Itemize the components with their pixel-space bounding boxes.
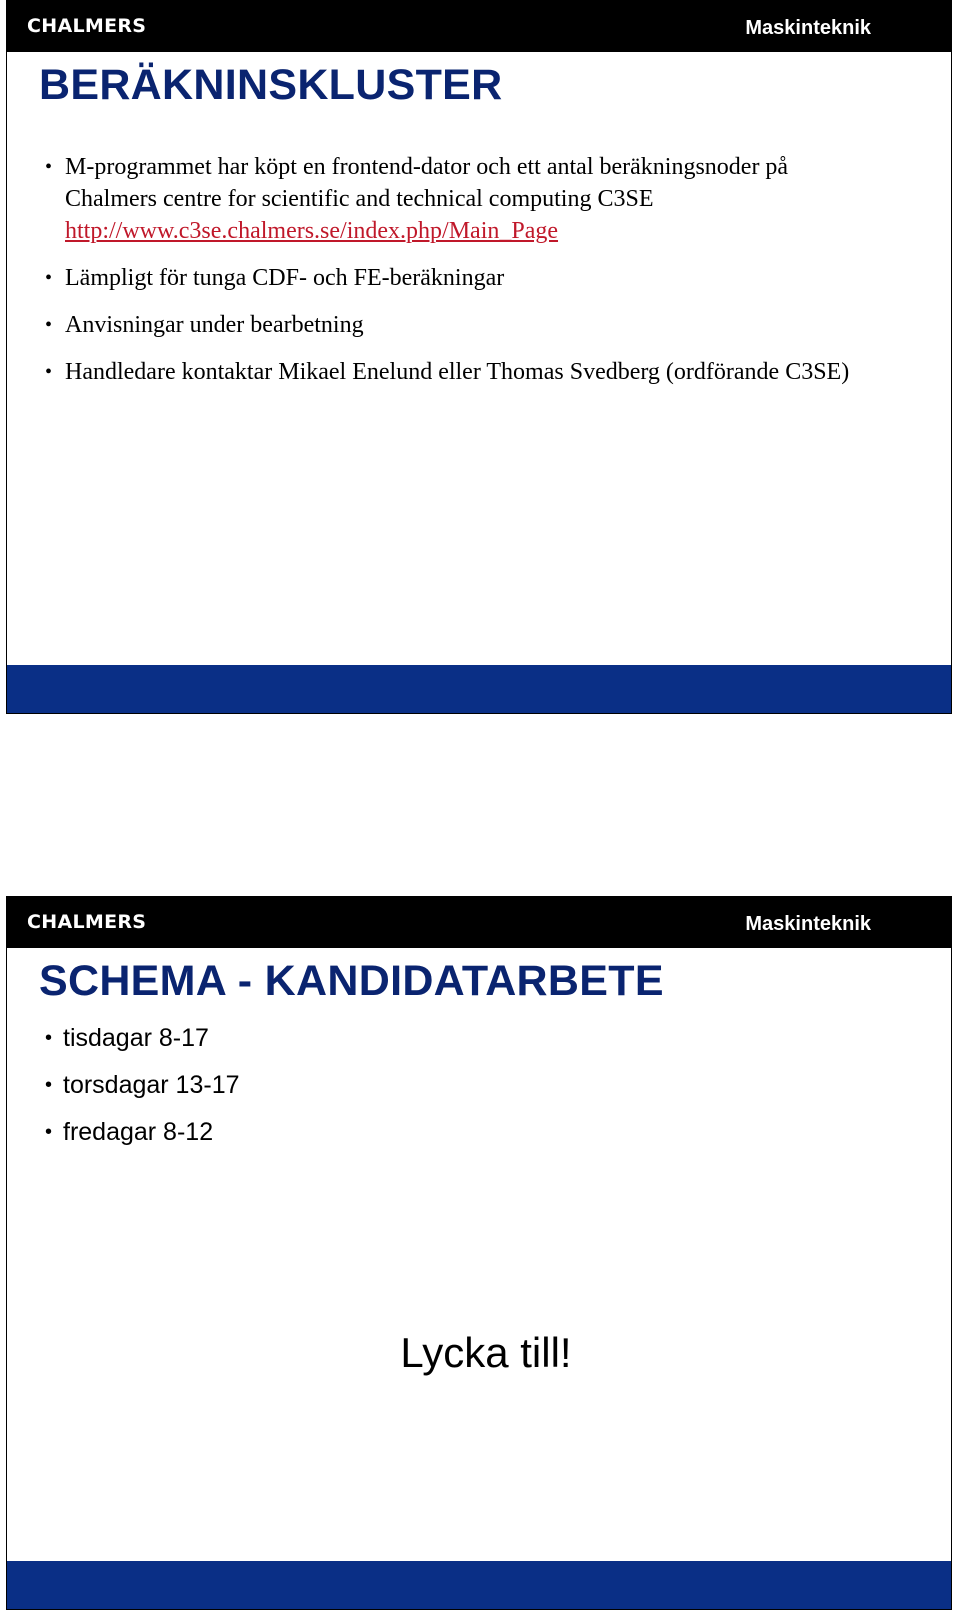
bullet-icon: • xyxy=(45,156,53,178)
bullet-item xyxy=(45,262,941,294)
slide-berakningskluster xyxy=(6,0,952,714)
closing-message: Lycka till! xyxy=(400,1329,572,1376)
bullet-icon: • xyxy=(45,1027,53,1049)
brand-logo: CHALMERS xyxy=(27,911,147,933)
bullet-icon: • xyxy=(45,267,53,289)
brand-logo: CHALMERS xyxy=(27,15,147,37)
bullet-text: fredagar 8-12 xyxy=(63,1118,214,1146)
department-label: Maskinteknik xyxy=(745,913,871,935)
department-label: Maskinteknik xyxy=(745,17,871,39)
bullet-text: Lämpligt för tunga CDF- och FE-beräkningar xyxy=(65,265,505,291)
bullet-list xyxy=(45,1023,941,1164)
slide-title: SCHEMA - KANDIDATARBETE xyxy=(39,957,664,1005)
bullet-text: tisdagar 8-17 xyxy=(63,1024,209,1052)
bullet-item xyxy=(45,356,941,388)
bullet-icon: • xyxy=(45,361,53,383)
bullet-item xyxy=(45,151,941,247)
bullet-text: M-programmet har köpt en frontend-dator och ett antal beräkningsnoder på xyxy=(65,154,789,180)
bullet-text: Handledare kontaktar Mikael Enelund eller Thomas Svedberg (ordförande C3SE) xyxy=(65,359,850,385)
bullet-text: Anvisningar under bearbetning xyxy=(65,312,364,338)
bullet-icon: • xyxy=(45,1074,53,1096)
bullet-text: Chalmers centre for scientific and technical computing C3SE xyxy=(65,186,654,212)
header-bar xyxy=(7,897,951,948)
bullet-item xyxy=(45,1070,941,1100)
slide-schema-kandidatarbete xyxy=(6,896,952,1610)
bullet-icon: • xyxy=(45,1121,53,1143)
bullet-icon: • xyxy=(45,314,53,336)
footer-bar xyxy=(7,1561,951,1609)
c3se-link[interactable]: http://www.c3se.chalmers.se/index.php/Main_Page xyxy=(65,218,559,244)
header-bar xyxy=(7,1,951,52)
bullet-item xyxy=(45,1023,941,1053)
bullet-list xyxy=(45,151,941,403)
footer-bar xyxy=(7,665,951,713)
slide-title: BERÄKNINSKLUSTER xyxy=(39,61,503,109)
bullet-item xyxy=(45,309,941,341)
bullet-item xyxy=(45,1117,941,1147)
bullet-text: torsdagar 13-17 xyxy=(63,1071,240,1099)
